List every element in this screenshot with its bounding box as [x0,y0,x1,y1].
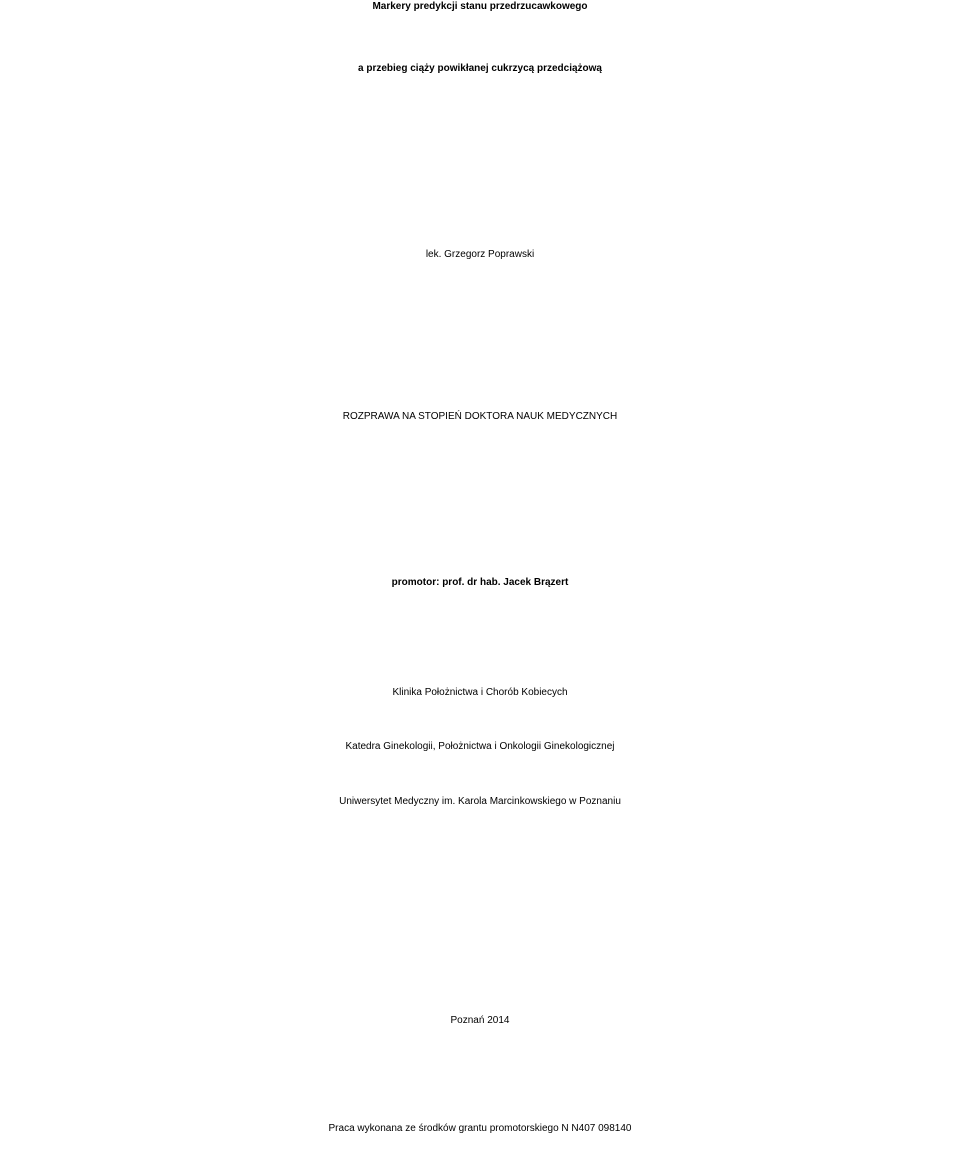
author-name: lek. Grzegorz Poprawski [425,249,535,260]
promotor-line: promotor: prof. dr hab. Jacek Brązert [391,577,569,588]
place-and-year: Poznań 2014 [450,1015,510,1026]
degree-statement: ROZPRAWA NA STOPIEŃ DOKTORA NAUK MEDYCZNYCH [342,411,618,422]
thesis-title-line-1: Markery predykcji stanu przedrzucawkowego [372,1,588,12]
affiliation-clinic: Klinika Położnictwa i Chorób Kobiecych [392,687,568,698]
affiliation-university: Uniwersytet Medyczny im. Karola Marcinkowskiego w Poznaniu [339,796,621,807]
thesis-title-line-2: a przebieg ciąży powikłanej cukrzycą przedciążową [358,63,602,74]
affiliation-department: Katedra Ginekologii, Położnictwa i Onkologii Ginekologicznej [345,741,615,752]
grant-note: Praca wykonana ze środków grantu promotorskiego N N407 098140 [328,1123,632,1134]
